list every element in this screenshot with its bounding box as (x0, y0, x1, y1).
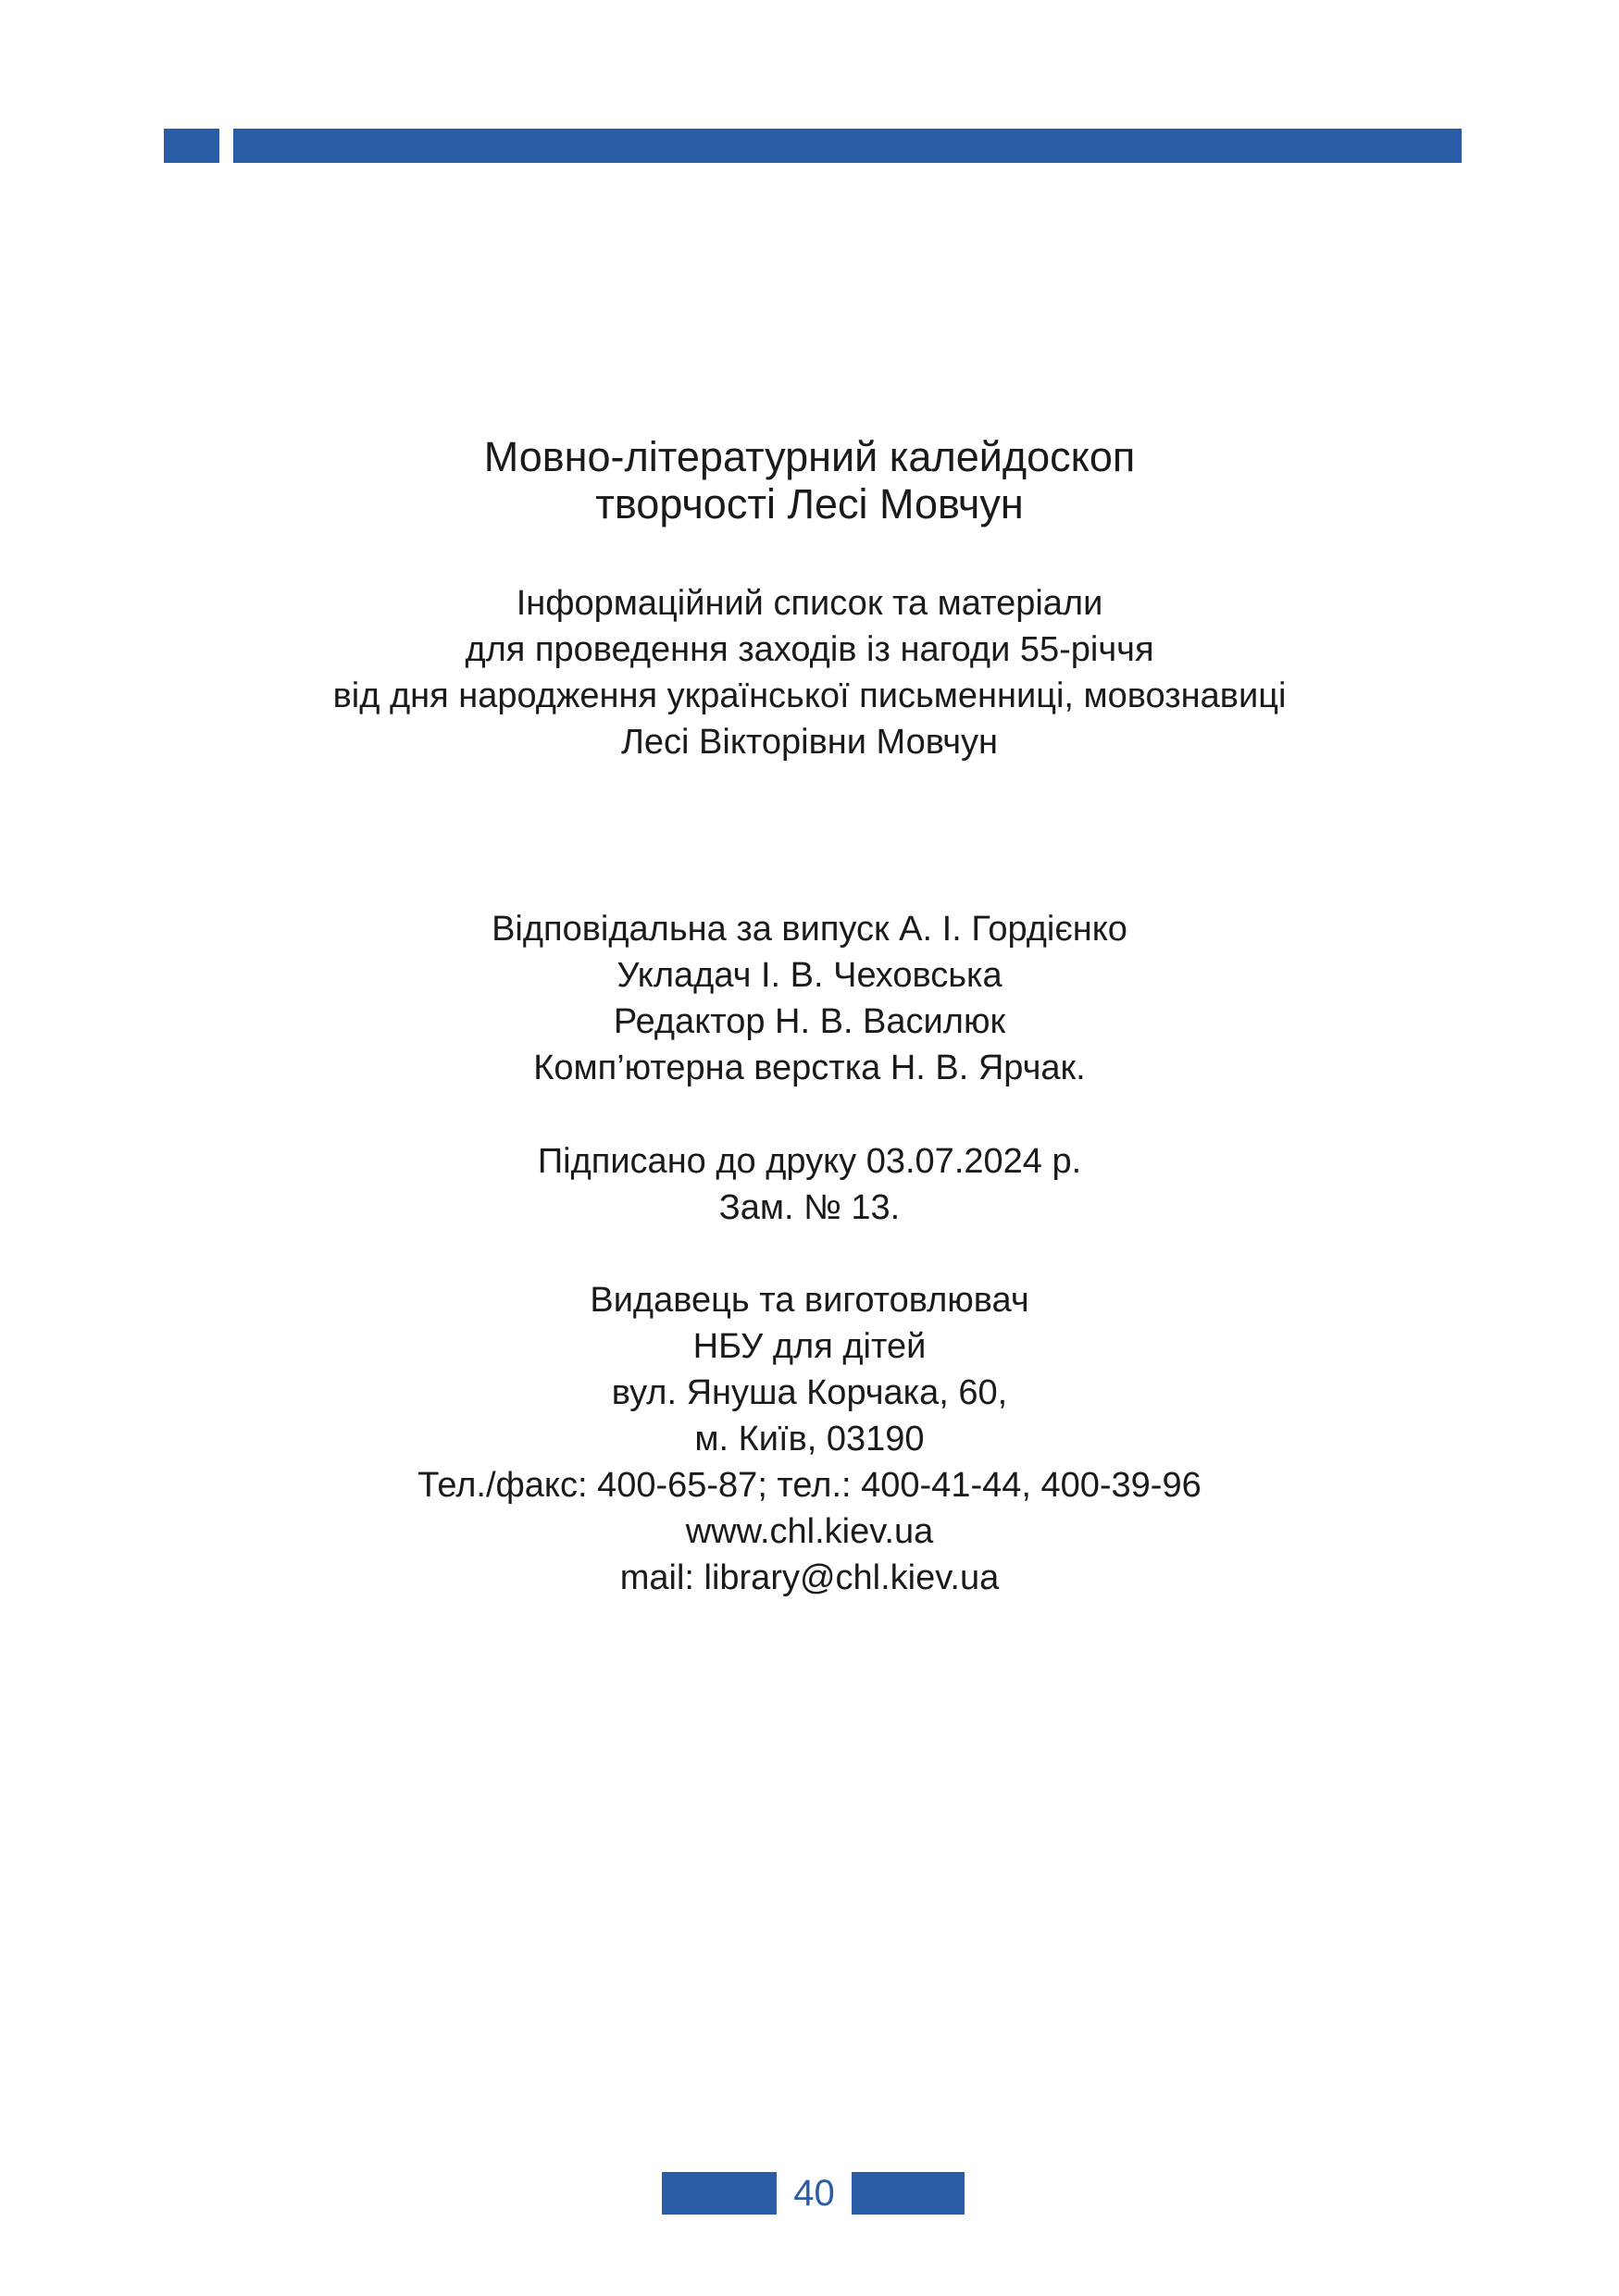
publisher-line: НБУ для дітей (692, 1327, 927, 1366)
publisher-line: Видавець та виготовлювач (590, 1281, 1029, 1320)
subtitle-line: від дня народження української письменниці, мовознавиці (332, 676, 1287, 715)
print-info-section (0, 1138, 1619, 1231)
document-title (0, 433, 1619, 527)
publisher-line: м. Київ, 03190 (694, 1420, 925, 1458)
document-subtitle (0, 580, 1619, 765)
title-line: творчості Лесі Мовчун (595, 480, 1024, 527)
publisher-section (0, 1277, 1619, 1601)
credits-line: Редактор Н. В. Василюк (613, 1002, 1006, 1041)
print-info-line: Зам. № 13. (718, 1188, 901, 1227)
publisher-line: вул. Януша Корчака, 60, (611, 1373, 1008, 1412)
publisher-website: www.chl.kiev.ua (685, 1512, 934, 1551)
subtitle-line: Лесі Вікторівни Мовчун (620, 723, 999, 762)
credits-section (0, 906, 1619, 1091)
footer-accent-bar-right (852, 2172, 965, 2215)
header-accent-bar (233, 129, 1462, 163)
page-number: 40 (793, 2173, 835, 2214)
credits-line: Відповідальна за випуск А. І. Гордієнко (492, 910, 1127, 949)
credits-line: Комп’ютерна верстка Н. В. Ярчак. (533, 1049, 1086, 1087)
footer-accent-bar-left (662, 2172, 777, 2215)
publisher-email: mail: library@chl.kiev.ua (619, 1558, 1000, 1597)
subtitle-line: Інформаційний список та матеріали (516, 584, 1103, 623)
header-accent-block (164, 129, 219, 163)
print-info-line: Підписано до друку 03.07.2024 р. (537, 1142, 1082, 1181)
publisher-line: Тел./факс: 400-65-87; тел.: 400-41-44, 400-39-96 (417, 1466, 1202, 1505)
subtitle-line: для проведення заходів із нагоди 55-річчя (465, 630, 1154, 669)
title-line: Мовно-літературний калейдоскоп (483, 433, 1136, 480)
credits-line: Укладач І. В. Чеховська (616, 956, 1003, 995)
